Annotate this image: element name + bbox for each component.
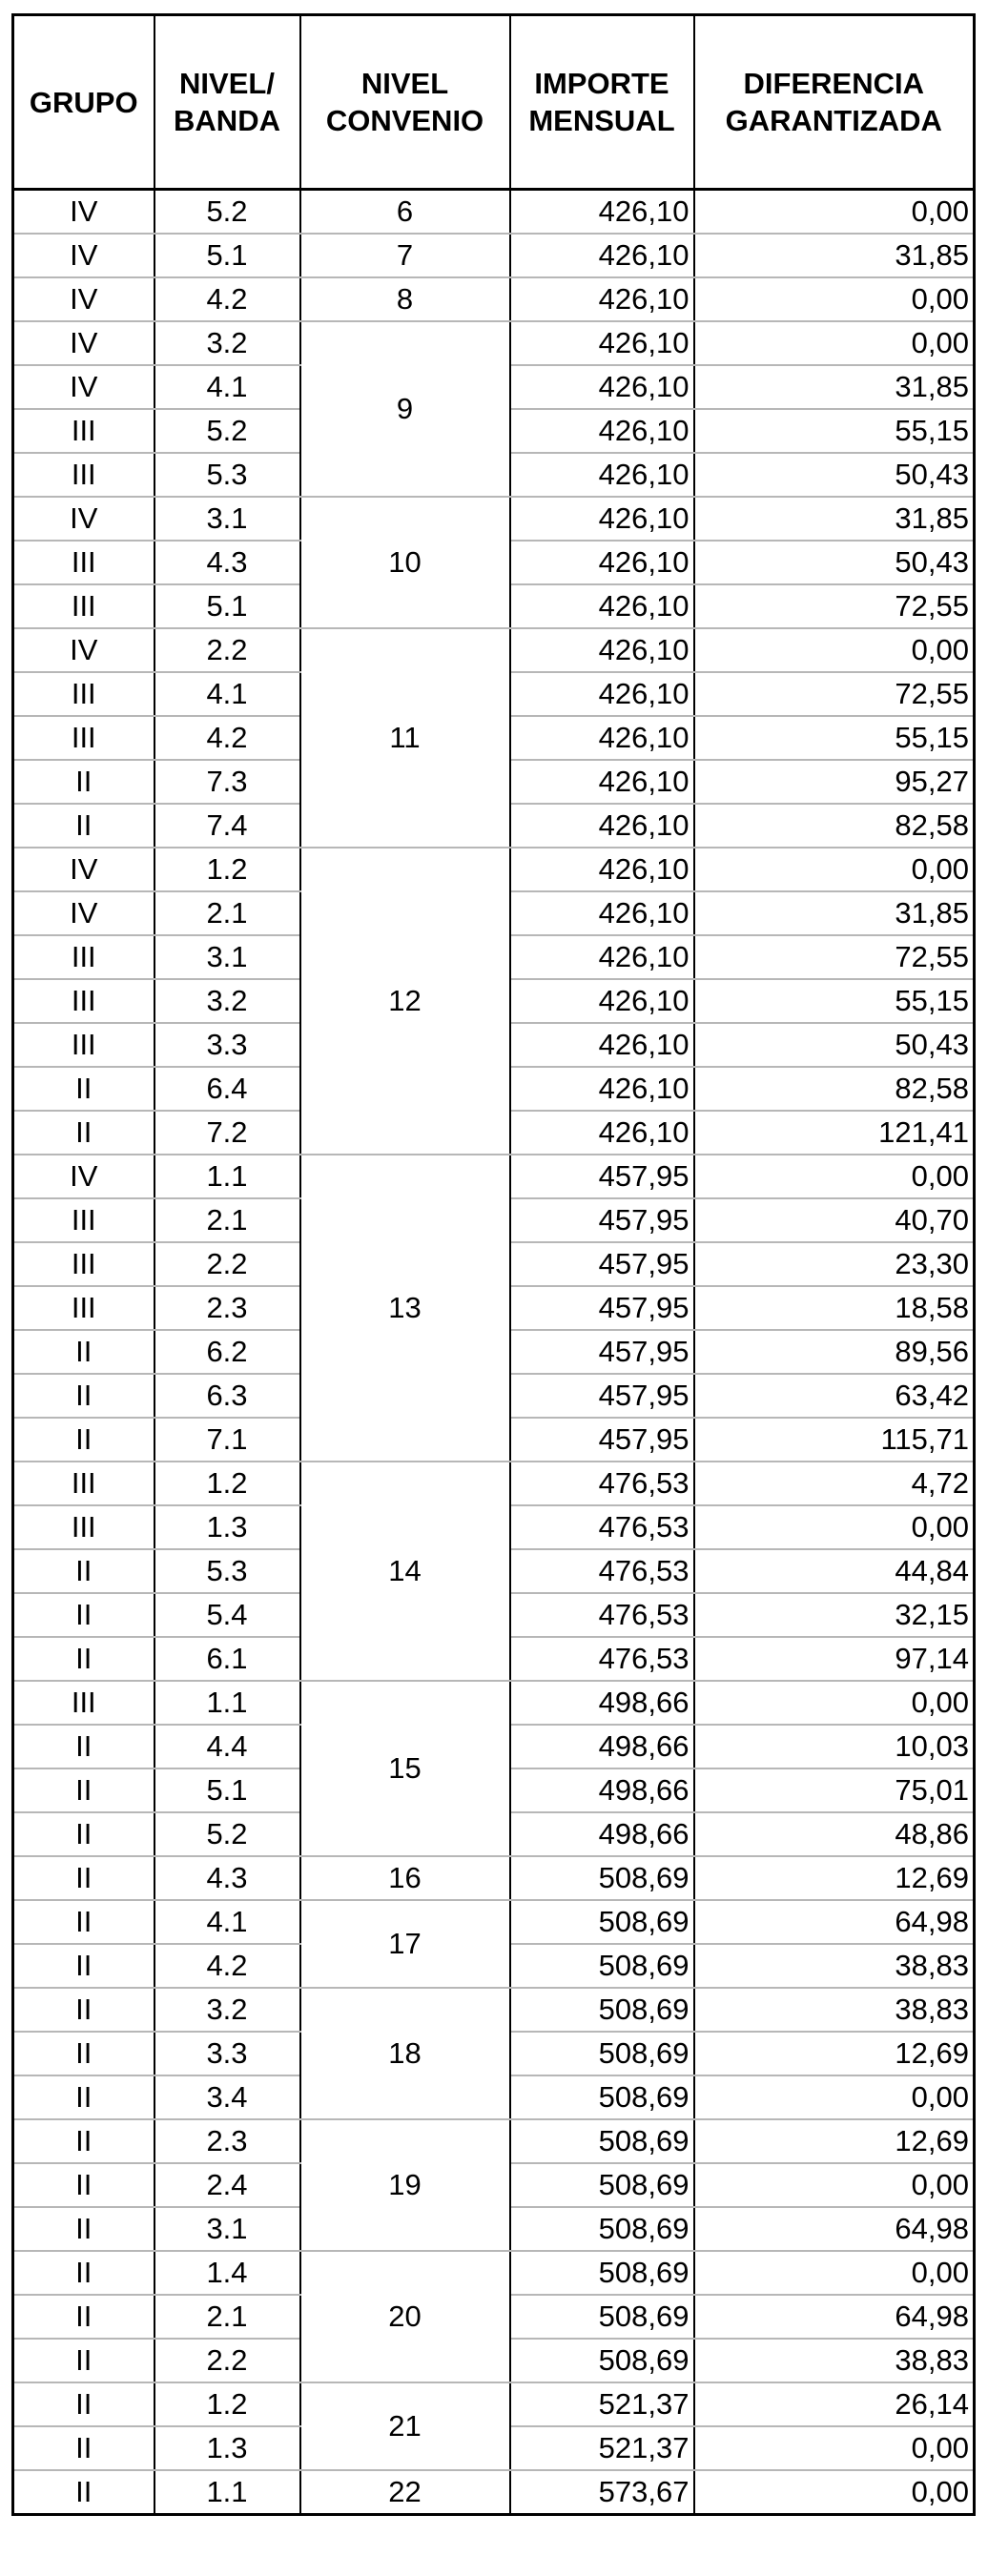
nivel-banda-cell: 2.1 [154,891,300,935]
importe-mensual-cell: 508,69 [510,2075,694,2119]
grupo-cell: II [13,1900,154,1944]
nivel-banda-cell: 4.2 [154,1944,300,1988]
diferencia-garantizada-cell: 55,15 [694,979,975,1023]
nivel-banda-cell: 5.2 [154,409,300,453]
diferencia-garantizada-cell: 72,55 [694,584,975,628]
nivel-banda-cell: 2.1 [154,1198,300,1242]
nivel-banda-cell: 1.3 [154,1505,300,1549]
grupo-cell: II [13,2075,154,2119]
grupo-cell: II [13,2382,154,2426]
diferencia-garantizada-cell: 0,00 [694,321,975,365]
nivel-convenio-cell: 14 [300,1462,510,1681]
grupo-cell: II [13,2339,154,2382]
importe-mensual-cell: 498,66 [510,1768,694,1812]
grupo-cell: II [13,2251,154,2295]
nivel-banda-cell: 1.2 [154,848,300,891]
importe-mensual-cell: 476,53 [510,1593,694,1637]
importe-mensual-cell: 508,69 [510,2207,694,2251]
nivel-convenio-cell: 20 [300,2251,510,2382]
diferencia-garantizada-cell: 0,00 [694,1505,975,1549]
importe-mensual-cell: 521,37 [510,2382,694,2426]
diferencia-garantizada-cell: 72,55 [694,672,975,716]
nivel-banda-cell: 5.3 [154,453,300,497]
nivel-banda-cell: 5.1 [154,584,300,628]
importe-mensual-cell: 508,69 [510,2163,694,2207]
table-row [13,2119,975,2163]
table-row [13,1856,975,1900]
nivel-banda-cell: 1.1 [154,1155,300,1198]
header-line: NIVEL [360,67,449,100]
diferencia-garantizada-cell: 38,83 [694,1944,975,1988]
diferencia-garantizada-cell: 31,85 [694,365,975,409]
nivel-banda-cell: 3.2 [154,321,300,365]
grupo-cell: II [13,1944,154,1988]
importe-mensual-cell: 426,10 [510,453,694,497]
nivel-banda-cell: 6.4 [154,1067,300,1111]
nivel-banda-cell: 4.1 [154,365,300,409]
nivel-banda-cell: 2.2 [154,1242,300,1286]
diferencia-garantizada-cell: 31,85 [694,891,975,935]
importe-mensual-cell: 457,95 [510,1242,694,1286]
table-row [13,848,975,891]
nivel-banda-cell: 1.1 [154,1681,300,1725]
diferencia-garantizada-cell: 31,85 [694,234,975,277]
grupo-cell: III [13,541,154,584]
importe-mensual-cell: 426,10 [510,277,694,321]
table-row [13,190,975,235]
nivel-banda-cell: 6.1 [154,1637,300,1681]
importe-mensual-cell: 498,66 [510,1812,694,1856]
nivel-banda-cell: 4.3 [154,541,300,584]
grupo-cell: II [13,1067,154,1111]
importe-mensual-cell: 426,10 [510,1067,694,1111]
table-row [13,2382,975,2426]
header-diferencia-garantizada [694,15,975,190]
nivel-banda-cell: 1.2 [154,2382,300,2426]
diferencia-garantizada-cell: 31,85 [694,497,975,541]
diferencia-garantizada-cell: 12,69 [694,2119,975,2163]
header-nivel-convenio [300,15,510,190]
grupo-cell: II [13,1111,154,1155]
nivel-convenio-cell: 6 [300,190,510,235]
importe-mensual-cell: 426,10 [510,497,694,541]
nivel-banda-cell: 2.2 [154,628,300,672]
grupo-cell: II [13,2032,154,2075]
header-grupo [13,15,154,190]
grupo-cell: II [13,2119,154,2163]
diferencia-garantizada-cell: 64,98 [694,2207,975,2251]
grupo-cell: II [13,760,154,804]
nivel-banda-cell: 2.3 [154,1286,300,1330]
header-line: GARANTIZADA [725,104,942,137]
grupo-cell: III [13,453,154,497]
nivel-banda-cell: 6.2 [154,1330,300,1374]
nivel-banda-cell: 3.2 [154,979,300,1023]
header-line: DIFERENCIA [743,67,924,100]
diferencia-garantizada-cell: 26,14 [694,2382,975,2426]
importe-mensual-cell: 457,95 [510,1155,694,1198]
table-row [13,234,975,277]
diferencia-garantizada-cell: 55,15 [694,716,975,760]
importe-mensual-cell: 457,95 [510,1286,694,1330]
nivel-convenio-cell: 9 [300,321,510,497]
nivel-convenio-cell: 16 [300,1856,510,1900]
importe-mensual-cell: 426,10 [510,234,694,277]
nivel-convenio-cell: 22 [300,2470,510,2515]
importe-mensual-cell: 508,69 [510,2339,694,2382]
importe-mensual-cell: 457,95 [510,1330,694,1374]
nivel-banda-cell: 5.2 [154,190,300,235]
nivel-banda-cell: 2.2 [154,2339,300,2382]
grupo-cell: III [13,1023,154,1067]
diferencia-garantizada-cell: 18,58 [694,1286,975,1330]
grupo-cell: II [13,1768,154,1812]
importe-mensual-cell: 426,10 [510,409,694,453]
diferencia-garantizada-cell: 0,00 [694,848,975,891]
importe-mensual-cell: 426,10 [510,848,694,891]
nivel-banda-cell: 3.4 [154,2075,300,2119]
importe-mensual-cell: 508,69 [510,2295,694,2339]
nivel-convenio-cell: 15 [300,1681,510,1856]
table-row [13,497,975,541]
diferencia-garantizada-cell: 48,86 [694,1812,975,1856]
grupo-cell: III [13,1462,154,1505]
diferencia-garantizada-cell: 40,70 [694,1198,975,1242]
header-line: GRUPO [29,85,138,119]
grupo-cell: III [13,1242,154,1286]
table-row [13,321,975,365]
nivel-banda-cell: 5.2 [154,1812,300,1856]
importe-mensual-cell: 508,69 [510,1944,694,1988]
importe-mensual-cell: 426,10 [510,935,694,979]
grupo-cell: II [13,1637,154,1681]
table-row [13,1900,975,1944]
nivel-banda-cell: 6.3 [154,1374,300,1418]
grupo-cell: II [13,1418,154,1462]
header-line: BANDA [174,104,280,137]
diferencia-garantizada-cell: 63,42 [694,1374,975,1418]
diferencia-garantizada-cell: 0,00 [694,2163,975,2207]
importe-mensual-cell: 457,95 [510,1198,694,1242]
importe-mensual-cell: 457,95 [510,1418,694,1462]
importe-mensual-cell: 426,10 [510,628,694,672]
grupo-cell: III [13,672,154,716]
importe-mensual-cell: 508,69 [510,1988,694,2032]
importe-mensual-cell: 426,10 [510,1023,694,1067]
nivel-convenio-cell: 7 [300,234,510,277]
nivel-banda-cell: 3.3 [154,2032,300,2075]
diferencia-garantizada-cell: 12,69 [694,2032,975,2075]
salary-table [11,13,976,2516]
importe-mensual-cell: 426,10 [510,760,694,804]
header-row [13,15,975,190]
grupo-cell: III [13,716,154,760]
nivel-banda-cell: 1.2 [154,1462,300,1505]
grupo-cell: III [13,1681,154,1725]
nivel-banda-cell: 4.2 [154,716,300,760]
diferencia-garantizada-cell: 0,00 [694,1681,975,1725]
table-row [13,1681,975,1725]
nivel-banda-cell: 5.1 [154,1768,300,1812]
diferencia-garantizada-cell: 0,00 [694,628,975,672]
diferencia-garantizada-cell: 0,00 [694,2075,975,2119]
header-line: CONVENIO [325,104,484,137]
nivel-convenio-cell: 18 [300,1988,510,2119]
grupo-cell: IV [13,190,154,235]
table-row [13,628,975,672]
importe-mensual-cell: 498,66 [510,1681,694,1725]
importe-mensual-cell: 521,37 [510,2426,694,2470]
nivel-banda-cell: 2.3 [154,2119,300,2163]
salary-table-container [11,13,973,2568]
nivel-banda-cell: 7.1 [154,1418,300,1462]
importe-mensual-cell: 508,69 [510,2032,694,2075]
importe-mensual-cell: 476,53 [510,1637,694,1681]
importe-mensual-cell: 498,66 [510,1725,694,1768]
grupo-cell: II [13,1812,154,1856]
nivel-banda-cell: 4.1 [154,672,300,716]
importe-mensual-cell: 457,95 [510,1374,694,1418]
nivel-banda-cell: 2.4 [154,2163,300,2207]
diferencia-garantizada-cell: 115,71 [694,1418,975,1462]
nivel-convenio-cell: 10 [300,497,510,628]
importe-mensual-cell: 426,10 [510,716,694,760]
nivel-banda-cell: 5.3 [154,1549,300,1593]
grupo-cell: III [13,1286,154,1330]
nivel-banda-cell: 3.1 [154,935,300,979]
nivel-convenio-cell: 19 [300,2119,510,2251]
diferencia-garantizada-cell: 50,43 [694,453,975,497]
diferencia-garantizada-cell: 38,83 [694,1988,975,2032]
nivel-banda-cell: 2.1 [154,2295,300,2339]
nivel-banda-cell: 5.1 [154,234,300,277]
diferencia-garantizada-cell: 23,30 [694,1242,975,1286]
grupo-cell: II [13,2295,154,2339]
nivel-convenio-cell: 17 [300,1900,510,1988]
nivel-banda-cell: 4.2 [154,277,300,321]
grupo-cell: II [13,1374,154,1418]
nivel-banda-cell: 3.3 [154,1023,300,1067]
grupo-cell: IV [13,321,154,365]
diferencia-garantizada-cell: 50,43 [694,1023,975,1067]
diferencia-garantizada-cell: 72,55 [694,935,975,979]
importe-mensual-cell: 508,69 [510,2251,694,2295]
diferencia-garantizada-cell: 64,98 [694,1900,975,1944]
importe-mensual-cell: 426,10 [510,891,694,935]
importe-mensual-cell: 426,10 [510,365,694,409]
diferencia-garantizada-cell: 12,69 [694,1856,975,1900]
diferencia-garantizada-cell: 55,15 [694,409,975,453]
diferencia-garantizada-cell: 4,72 [694,1462,975,1505]
diferencia-garantizada-cell: 0,00 [694,2251,975,2295]
importe-mensual-cell: 426,10 [510,541,694,584]
nivel-banda-cell: 3.1 [154,497,300,541]
diferencia-garantizada-cell: 64,98 [694,2295,975,2339]
grupo-cell: III [13,979,154,1023]
grupo-cell: II [13,1549,154,1593]
diferencia-garantizada-cell: 0,00 [694,1155,975,1198]
grupo-cell: III [13,935,154,979]
importe-mensual-cell: 476,53 [510,1462,694,1505]
header-line: NIVEL/ [179,67,275,100]
importe-mensual-cell: 573,67 [510,2470,694,2515]
diferencia-garantizada-cell: 0,00 [694,277,975,321]
grupo-cell: IV [13,1155,154,1198]
importe-mensual-cell: 426,10 [510,584,694,628]
diferencia-garantizada-cell: 0,00 [694,2426,975,2470]
header-line: IMPORTE [534,67,669,100]
grupo-cell: II [13,804,154,848]
grupo-cell: IV [13,365,154,409]
importe-mensual-cell: 426,10 [510,672,694,716]
diferencia-garantizada-cell: 95,27 [694,760,975,804]
diferencia-garantizada-cell: 32,15 [694,1593,975,1637]
diferencia-garantizada-cell: 121,41 [694,1111,975,1155]
diferencia-garantizada-cell: 75,01 [694,1768,975,1812]
grupo-cell: IV [13,234,154,277]
grupo-cell: IV [13,891,154,935]
nivel-banda-cell: 4.4 [154,1725,300,1768]
grupo-cell: III [13,1505,154,1549]
nivel-banda-cell: 1.1 [154,2470,300,2515]
table-row [13,2251,975,2295]
nivel-banda-cell: 7.2 [154,1111,300,1155]
nivel-convenio-cell: 11 [300,628,510,848]
grupo-cell: II [13,2470,154,2515]
importe-mensual-cell: 508,69 [510,1900,694,1944]
nivel-banda-cell: 3.1 [154,2207,300,2251]
nivel-banda-cell: 4.1 [154,1900,300,1944]
nivel-banda-cell: 4.3 [154,1856,300,1900]
diferencia-garantizada-cell: 44,84 [694,1549,975,1593]
nivel-banda-cell: 7.4 [154,804,300,848]
nivel-convenio-cell: 12 [300,848,510,1155]
grupo-cell: II [13,1988,154,2032]
grupo-cell: IV [13,277,154,321]
importe-mensual-cell: 426,10 [510,804,694,848]
table-row [13,1155,975,1198]
grupo-cell: IV [13,848,154,891]
header-importe-mensual [510,15,694,190]
table-body [13,190,975,2515]
grupo-cell: IV [13,497,154,541]
grupo-cell: III [13,1198,154,1242]
diferencia-garantizada-cell: 38,83 [694,2339,975,2382]
importe-mensual-cell: 426,10 [510,1111,694,1155]
importe-mensual-cell: 476,53 [510,1505,694,1549]
nivel-convenio-cell: 8 [300,277,510,321]
diferencia-garantizada-cell: 0,00 [694,2470,975,2515]
importe-mensual-cell: 508,69 [510,1856,694,1900]
grupo-cell: III [13,584,154,628]
grupo-cell: II [13,1725,154,1768]
diferencia-garantizada-cell: 82,58 [694,804,975,848]
table-row [13,277,975,321]
grupo-cell: II [13,2426,154,2470]
grupo-cell: II [13,1593,154,1637]
grupo-cell: II [13,1330,154,1374]
nivel-banda-cell: 3.2 [154,1988,300,2032]
diferencia-garantizada-cell: 10,03 [694,1725,975,1768]
nivel-banda-cell: 5.4 [154,1593,300,1637]
table-row [13,1462,975,1505]
grupo-cell: II [13,1856,154,1900]
importe-mensual-cell: 426,10 [510,979,694,1023]
diferencia-garantizada-cell: 0,00 [694,190,975,235]
importe-mensual-cell: 508,69 [510,2119,694,2163]
table-row [13,1988,975,2032]
table-row [13,2470,975,2515]
diferencia-garantizada-cell: 50,43 [694,541,975,584]
grupo-cell: II [13,2163,154,2207]
nivel-banda-cell: 1.4 [154,2251,300,2295]
diferencia-garantizada-cell: 97,14 [694,1637,975,1681]
header-nivel-banda [154,15,300,190]
nivel-convenio-cell: 21 [300,2382,510,2470]
diferencia-garantizada-cell: 89,56 [694,1330,975,1374]
nivel-convenio-cell: 13 [300,1155,510,1462]
nivel-banda-cell: 1.3 [154,2426,300,2470]
grupo-cell: III [13,409,154,453]
importe-mensual-cell: 426,10 [510,321,694,365]
grupo-cell: II [13,2207,154,2251]
grupo-cell: IV [13,628,154,672]
importe-mensual-cell: 476,53 [510,1549,694,1593]
nivel-banda-cell: 7.3 [154,760,300,804]
header-line: MENSUAL [528,104,675,137]
diferencia-garantizada-cell: 82,58 [694,1067,975,1111]
importe-mensual-cell: 426,10 [510,190,694,235]
